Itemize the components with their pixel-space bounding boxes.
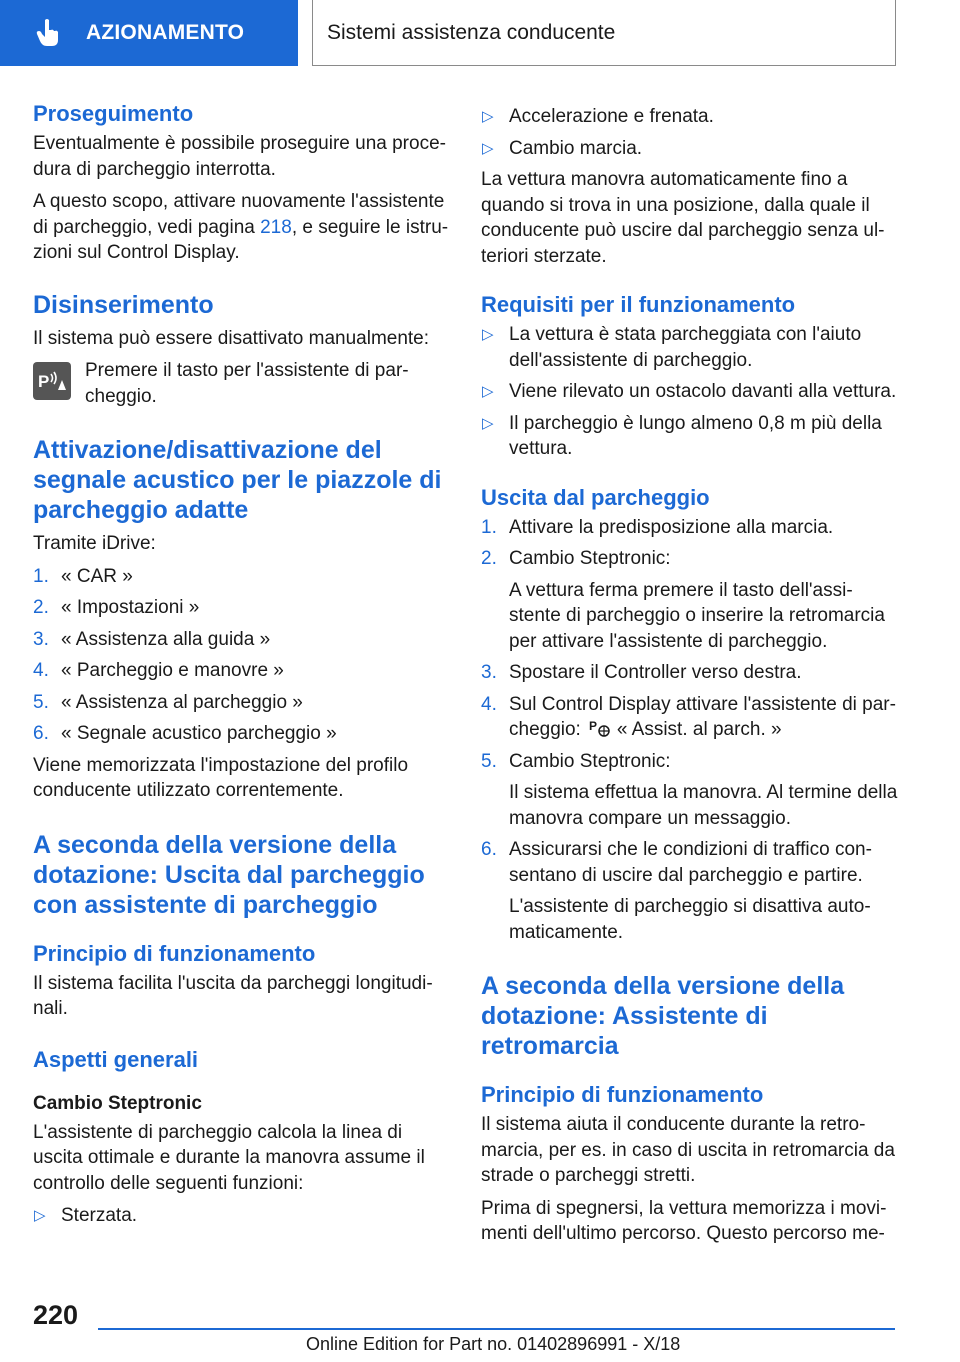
idrive-steps bbox=[33, 564, 451, 747]
step-text: Spostare il Controller verso destra. bbox=[509, 662, 802, 683]
list-item bbox=[481, 692, 899, 743]
footer-divider bbox=[98, 1328, 895, 1330]
edition-text: Online Edition for Part no. 01402896991 - X/18 bbox=[306, 1334, 681, 1354]
svg-text:P: P bbox=[38, 372, 50, 391]
paragraph: Tramite iDrive: bbox=[33, 533, 156, 554]
list-item bbox=[481, 660, 899, 686]
step-text: Cambio Steptronic: bbox=[509, 548, 671, 569]
paragraph: La vettura manovra automaticamente fino a quando si trova in una posizione, dalla quale il conducente può uscire dal parcheggio senza ul-teriori sterzate. bbox=[481, 169, 885, 267]
step-text: « Assistenza alla guida » bbox=[61, 628, 271, 650]
triangle-bullet-icon: ▷ bbox=[482, 139, 494, 157]
bullet-text: La vettura è stata parcheggiata con l'aiuto dell'assistente di parcheggio. bbox=[509, 324, 862, 371]
list-item bbox=[33, 564, 451, 590]
park-assist-button-icon bbox=[33, 362, 71, 400]
step-text: « Segnale acustico parcheggio » bbox=[61, 723, 337, 744]
exit-steps bbox=[481, 515, 899, 946]
functions-list-cont bbox=[481, 104, 899, 161]
step-number: 3. bbox=[481, 662, 497, 683]
triangle-bullet-icon: ▷ bbox=[482, 326, 494, 343]
heading-aspetti: Aspetti generali bbox=[33, 1046, 199, 1072]
heading-proseguimento: Proseguimento bbox=[33, 101, 194, 126]
list-item bbox=[33, 627, 451, 653]
requirements-list bbox=[481, 322, 899, 462]
paragraph: L'assistente di parcheggio calcola la linea di uscita ottimale e durante la manovra assume il controllo delle seguenti funzioni: bbox=[33, 1121, 425, 1194]
list-item bbox=[481, 837, 899, 945]
bullet-text: Sterzata. bbox=[61, 1205, 138, 1226]
list-item bbox=[481, 104, 899, 130]
key-instruction bbox=[33, 358, 451, 409]
heading-uscita: Uscita dal parcheggio bbox=[481, 484, 710, 510]
text: A questo scopo, attivare nuovamente l'assistente di parcheggio, vedi pagina bbox=[33, 191, 445, 238]
step-text: Sul Control Display attivare l'assistente di par-cheggio: bbox=[509, 693, 896, 740]
step-detail: L'assistente di parcheggio si disattiva auto-maticamente. bbox=[509, 896, 871, 943]
paragraph: Eventualmente è possibile proseguire una proce-dura di parcheggio interrotta. bbox=[33, 133, 446, 180]
section-box bbox=[312, 0, 896, 66]
list-item bbox=[33, 721, 451, 747]
subheading-steptronic: Cambio Steptronic bbox=[33, 1092, 202, 1114]
step-text: « Impostazioni » bbox=[61, 597, 200, 618]
heading-attivazione: Attivazione/disattivazione del segnale acustico per le piazzole di parcheggio adatte bbox=[33, 436, 442, 524]
step-text: Assicurarsi che le condizioni di traffico con-sentano di uscire dal parcheggio e partire. bbox=[509, 839, 872, 886]
step-number: 5. bbox=[481, 750, 497, 772]
heading-disinserimento: Disinserimento bbox=[33, 290, 214, 319]
step-number: 2. bbox=[481, 548, 497, 569]
step-text: « Parcheggio e manovre » bbox=[61, 660, 284, 681]
list-item bbox=[33, 658, 451, 684]
heading-principio: Principio di funzionamento bbox=[33, 940, 316, 966]
step-text: « Assistenza al parcheggio » bbox=[61, 691, 303, 713]
step-detail: A vettura ferma premere il tasto dell'assi-stente di parcheggio o inserire la retromarcia per attivare l'assistente di parcheggio. bbox=[509, 579, 885, 652]
bullet-text: Cambio marcia. bbox=[509, 137, 643, 159]
list-item bbox=[481, 322, 899, 373]
paragraph: Il sistema può essere disattivato manualmente: bbox=[33, 327, 430, 349]
step-number: 1. bbox=[481, 516, 497, 538]
step-detail: Il sistema effettua la manovra. Al termine della manovra compare un messaggio. bbox=[509, 782, 898, 829]
page-number: 220 bbox=[33, 1300, 79, 1330]
list-item bbox=[481, 411, 899, 462]
paragraph: Prima di spegnersi, la vettura memorizza i movi-menti dell'ultimo percorso. Questo percorso me- bbox=[481, 1197, 887, 1244]
step-number: 3. bbox=[33, 628, 49, 650]
bullet-text: Viene rilevato un ostacolo davanti alla vettura. bbox=[509, 381, 897, 402]
svg-text:P: P bbox=[588, 719, 597, 733]
triangle-bullet-icon: ▷ bbox=[482, 383, 494, 400]
heading-retromarcia: A seconda della versione della dotazione: Assistente di retromarcia bbox=[481, 972, 845, 1060]
bullet-text: Accelerazione e frenata. bbox=[509, 106, 714, 127]
paragraph: Viene memorizzata l'impostazione del profilo conducente utilizzato correntemente. bbox=[33, 754, 409, 801]
step-text: « CAR » bbox=[61, 565, 133, 587]
list-item bbox=[481, 515, 899, 541]
text: , e seguire le istru-zioni sul Control Display. bbox=[33, 216, 449, 263]
step-number: 5. bbox=[33, 691, 49, 713]
triangle-bullet-icon: ▷ bbox=[482, 108, 494, 125]
page-header bbox=[0, 0, 960, 66]
key-text: Premere il tasto per l'assistente di par-cheggio. bbox=[85, 360, 409, 407]
paragraph-with-link bbox=[33, 189, 451, 266]
list-item bbox=[481, 379, 899, 405]
chapter-title: AZIONAMENTO bbox=[86, 21, 245, 44]
section-title: Sistemi assistenza conducente bbox=[327, 20, 616, 44]
heading-requisiti: Requisiti per il funzionamento bbox=[481, 292, 796, 317]
park-assist-symbol-icon bbox=[589, 718, 611, 738]
list-item bbox=[33, 690, 451, 716]
heading-principio-retro: Principio di funzionamento bbox=[481, 1082, 764, 1107]
list-item bbox=[481, 546, 899, 654]
left-column bbox=[33, 100, 451, 1235]
bullet-text: Il parcheggio è lungo almeno 0,8 m più della vettura. bbox=[509, 412, 882, 459]
right-column bbox=[481, 104, 899, 1254]
step-text-menu: « Assist. al parch. » bbox=[616, 719, 782, 740]
list-item bbox=[481, 136, 899, 162]
list-item bbox=[33, 1203, 451, 1229]
list-item bbox=[33, 595, 451, 621]
paragraph: Il sistema facilita l'uscita da parcheggi longitudi-nali. bbox=[33, 972, 433, 1019]
step-text: Cambio Steptronic: bbox=[509, 750, 671, 772]
heading-uscita-versione: A seconda della versione della dotazione: Uscita dal parcheggio con assistente di parcheggio bbox=[33, 830, 425, 919]
step-number: 2. bbox=[33, 597, 49, 618]
chapter-tab bbox=[0, 0, 298, 66]
page-link[interactable]: 218 bbox=[260, 216, 292, 238]
step-number: 6. bbox=[481, 839, 497, 860]
triangle-bullet-icon: ▷ bbox=[482, 414, 494, 432]
step-number: 4. bbox=[481, 693, 497, 715]
list-item bbox=[481, 749, 899, 832]
step-text: Attivare la predisposizione alla marcia. bbox=[509, 516, 834, 538]
functions-list bbox=[33, 1203, 451, 1229]
triangle-bullet-icon: ▷ bbox=[34, 1207, 46, 1224]
step-number: 6. bbox=[33, 723, 49, 744]
step-number: 4. bbox=[33, 660, 49, 681]
step-number: 1. bbox=[33, 565, 49, 587]
hand-pointer-icon bbox=[36, 18, 62, 48]
paragraph: Il sistema aiuta il conducente durante la retro-marcia, per es. in caso di uscita in retromarcia da strade o parcheggi stretti. bbox=[481, 1114, 895, 1186]
